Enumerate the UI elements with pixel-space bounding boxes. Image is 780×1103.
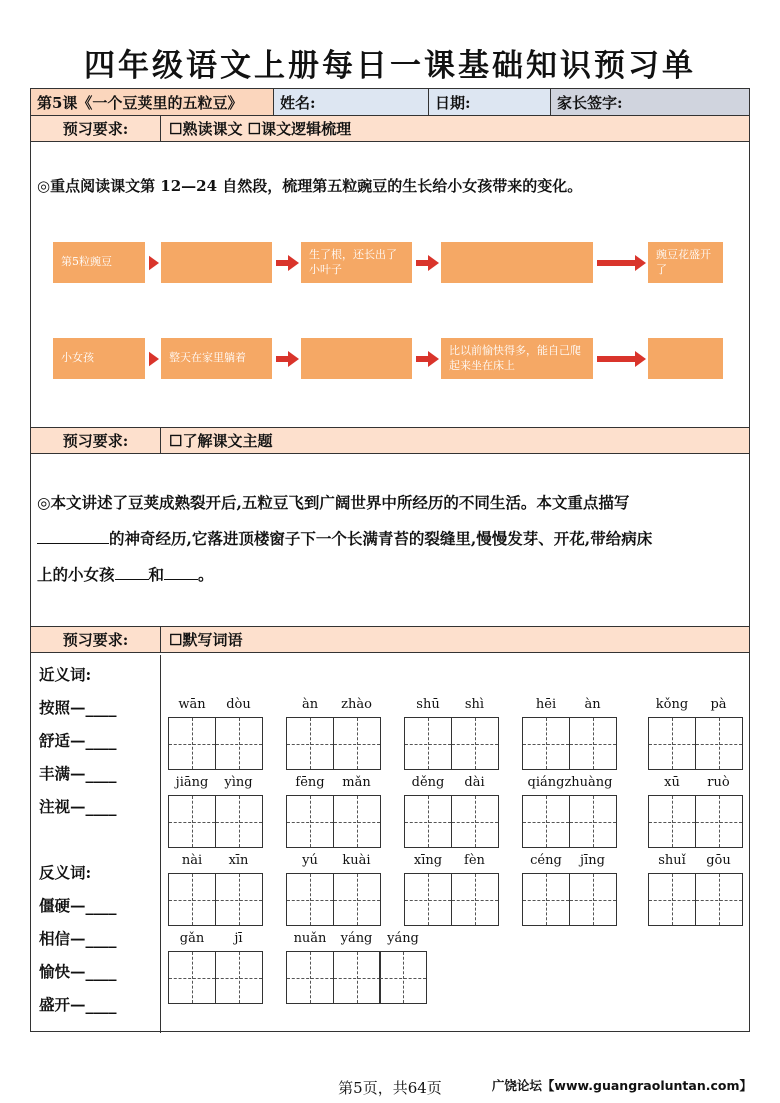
writing-cell[interactable] bbox=[333, 951, 381, 1004]
arrow-icon bbox=[149, 255, 159, 271]
pinyin-label: wān bbox=[178, 697, 206, 712]
pinyin-label: jī bbox=[234, 931, 243, 946]
writing-cell[interactable] bbox=[569, 795, 617, 848]
synonym-item[interactable]: 舒适—____ bbox=[39, 731, 117, 750]
parent-signature-field[interactable]: 家长签字: bbox=[551, 89, 749, 115]
answer-blank[interactable] bbox=[115, 562, 149, 580]
synonym-title: 近义词: bbox=[39, 665, 92, 684]
theme-line-1: ◎本文讲述了豆荚成熟裂开后,五粒豆飞到广阔世界中所经历的不同生活。本文重点描写 bbox=[37, 493, 630, 512]
header-row bbox=[31, 89, 749, 116]
answer-blank[interactable] bbox=[37, 526, 109, 544]
writing-cell[interactable] bbox=[286, 717, 334, 770]
requirement-label: 预习要求: bbox=[31, 428, 161, 453]
requirement-label: 预习要求: bbox=[31, 116, 161, 141]
requirement-checkboxes[interactable]: ☐熟读课文 ☐课文逻辑梳理 bbox=[169, 120, 352, 138]
writing-cell[interactable] bbox=[286, 873, 334, 926]
synonym-item[interactable]: 注视—____ bbox=[39, 797, 117, 816]
writing-cell[interactable] bbox=[168, 717, 216, 770]
pinyin-label: yìng bbox=[224, 775, 253, 790]
writing-cell[interactable] bbox=[404, 717, 452, 770]
pinyin-label: děng bbox=[411, 775, 445, 790]
flow-box: 豌豆花盛开了 bbox=[648, 242, 723, 283]
answer-blank[interactable] bbox=[164, 562, 198, 580]
flow-box: 小女孩 bbox=[53, 338, 145, 379]
antonym-item[interactable]: 相信—____ bbox=[39, 929, 117, 948]
worksheet bbox=[30, 88, 750, 1032]
writing-cell[interactable] bbox=[695, 795, 743, 848]
writing-cell[interactable] bbox=[522, 873, 570, 926]
pinyin-label: kǒng bbox=[655, 697, 689, 712]
antonym-title: 反义词: bbox=[39, 863, 92, 882]
writing-grid bbox=[648, 717, 743, 770]
writing-grid bbox=[404, 795, 499, 848]
pinyin-label: céng bbox=[530, 853, 562, 868]
flow-box[interactable] bbox=[301, 338, 412, 379]
page-number: 第5页，共64页 bbox=[338, 1079, 442, 1097]
writing-grid bbox=[168, 795, 263, 848]
writing-cell[interactable] bbox=[451, 717, 499, 770]
pinyin-label: xū bbox=[664, 775, 680, 790]
pinyin-label: pà bbox=[710, 697, 727, 712]
pinyin-label: shū bbox=[416, 697, 440, 712]
writing-cell[interactable] bbox=[286, 951, 334, 1004]
requirement-label: 预习要求: bbox=[31, 627, 161, 652]
flow-box: 比以前愉快得多，能自己爬起来坐在床上 bbox=[441, 338, 593, 379]
writing-grid bbox=[286, 795, 381, 848]
writing-cell[interactable] bbox=[451, 873, 499, 926]
writing-cell[interactable] bbox=[379, 951, 427, 1004]
pinyin-label: shuǐ bbox=[658, 853, 686, 868]
date-field[interactable]: 日期: bbox=[429, 89, 551, 115]
site-credit: 广饶论坛【www.guangraoluntan.com】 bbox=[491, 1078, 752, 1093]
writing-cell[interactable] bbox=[404, 873, 452, 926]
writing-grid bbox=[286, 951, 427, 1004]
writing-cell[interactable] bbox=[648, 873, 696, 926]
pinyin-label: dài bbox=[464, 775, 485, 790]
writing-cell[interactable] bbox=[215, 717, 263, 770]
pinyin-label: gōu bbox=[706, 853, 731, 868]
pinyin-label: yáng bbox=[387, 931, 419, 946]
writing-grid bbox=[404, 717, 499, 770]
requirement-row-1 bbox=[31, 116, 749, 142]
flow-box: 整天在家里躺着 bbox=[161, 338, 272, 379]
writing-cell[interactable] bbox=[215, 873, 263, 926]
writing-cell[interactable] bbox=[569, 717, 617, 770]
pinyin-label: yú bbox=[302, 853, 318, 868]
pinyin-label: fèn bbox=[464, 853, 485, 868]
writing-grid bbox=[168, 873, 263, 926]
arrow-icon bbox=[416, 351, 439, 367]
requirement-row-2 bbox=[31, 428, 749, 454]
pinyin-label: àn bbox=[301, 697, 319, 712]
writing-cell[interactable] bbox=[333, 873, 381, 926]
pinyin-label: jiāng bbox=[175, 775, 209, 790]
pinyin-label: jīng bbox=[580, 853, 605, 868]
pinyin-label: nuǎn bbox=[293, 931, 327, 946]
writing-cell[interactable] bbox=[451, 795, 499, 848]
flow-box[interactable] bbox=[441, 242, 593, 283]
writing-cell[interactable] bbox=[648, 795, 696, 848]
arrow-icon bbox=[416, 255, 439, 271]
writing-cell[interactable] bbox=[404, 795, 452, 848]
writing-cell[interactable] bbox=[333, 795, 381, 848]
pinyin-label: xīn bbox=[228, 853, 249, 868]
synonym-item[interactable]: 丰满—____ bbox=[39, 764, 117, 783]
antonym-item[interactable]: 愉快—____ bbox=[39, 962, 117, 981]
pinyin-label: fēng bbox=[295, 775, 325, 790]
pinyin-label: qiángzhuàng bbox=[527, 775, 613, 790]
pinyin-label: dòu bbox=[226, 697, 251, 712]
theme-paragraph bbox=[37, 485, 743, 593]
arrow-icon bbox=[149, 351, 159, 367]
pinyin-label: xīng bbox=[413, 853, 443, 868]
writing-cell[interactable] bbox=[215, 795, 263, 848]
writing-grid bbox=[648, 873, 743, 926]
writing-cell[interactable] bbox=[168, 951, 216, 1004]
writing-grid bbox=[522, 795, 617, 848]
word-pairs-column bbox=[31, 655, 161, 1033]
theme-line-3: 上的小女孩 和 。 bbox=[37, 557, 743, 593]
theme-line-2: 的神奇经历,它落进顶楼窗子下一个长满青苔的裂缝里,慢慢发芽、开花,带给病床 bbox=[37, 521, 743, 557]
requirement-checkbox[interactable]: ☐默写词语 bbox=[169, 631, 243, 649]
name-field[interactable]: 姓名: bbox=[274, 89, 429, 115]
requirement-row-3 bbox=[31, 627, 749, 653]
writing-cell[interactable] bbox=[522, 717, 570, 770]
pinyin-label: shì bbox=[464, 697, 485, 712]
writing-grid bbox=[168, 717, 263, 770]
pinyin-label: zhào bbox=[341, 697, 372, 712]
writing-grid bbox=[404, 873, 499, 926]
writing-grid bbox=[168, 951, 263, 1004]
writing-grid bbox=[648, 795, 743, 848]
antonym-item[interactable]: 盛开—____ bbox=[39, 995, 117, 1014]
writing-cell[interactable] bbox=[695, 873, 743, 926]
pinyin-label: gǎn bbox=[179, 931, 205, 946]
arrow-icon bbox=[597, 255, 646, 271]
flow-box: 第5粒豌豆 bbox=[53, 242, 145, 283]
page-title: 四年级语文上册每日一课基础知识预习单 bbox=[84, 48, 696, 84]
pinyin-label: àn bbox=[584, 697, 601, 712]
pinyin-label: hēi bbox=[535, 697, 557, 712]
section1-instruction: ◎重点阅读课文第 12—24 自然段，梳理第五粒豌豆的生长给小女孩带来的变化。 bbox=[37, 177, 583, 195]
writing-grid bbox=[522, 873, 617, 926]
writing-cell[interactable] bbox=[648, 717, 696, 770]
arrow-icon bbox=[276, 255, 299, 271]
writing-grid bbox=[286, 873, 381, 926]
writing-grid bbox=[522, 717, 617, 770]
arrow-icon bbox=[597, 351, 646, 367]
arrow-icon bbox=[276, 351, 299, 367]
requirement-checkbox[interactable]: ☐了解课文主题 bbox=[169, 432, 273, 450]
pinyin-label: kuài bbox=[342, 853, 371, 868]
writing-cell[interactable] bbox=[333, 717, 381, 770]
antonym-item[interactable]: 僵硬—____ bbox=[39, 896, 117, 915]
writing-cell[interactable] bbox=[569, 873, 617, 926]
flow-box: 生了根，还长出了小叶子 bbox=[301, 242, 412, 283]
pinyin-label: mǎn bbox=[342, 775, 371, 790]
synonym-item[interactable]: 按照—____ bbox=[39, 698, 117, 717]
writing-grid bbox=[286, 717, 381, 770]
pinyin-label: ruò bbox=[707, 775, 730, 790]
writing-cell[interactable] bbox=[695, 717, 743, 770]
flow-box[interactable] bbox=[161, 242, 272, 283]
lesson-title: 第5课《一个豆荚里的五粒豆》 bbox=[31, 89, 274, 115]
writing-cell[interactable] bbox=[215, 951, 263, 1004]
pinyin-label: nài bbox=[181, 853, 203, 868]
writing-cell[interactable] bbox=[522, 795, 570, 848]
flow-box[interactable] bbox=[648, 338, 723, 379]
writing-cell[interactable] bbox=[286, 795, 334, 848]
writing-cell[interactable] bbox=[168, 795, 216, 848]
writing-cell[interactable] bbox=[168, 873, 216, 926]
pinyin-label: yáng bbox=[340, 931, 373, 946]
